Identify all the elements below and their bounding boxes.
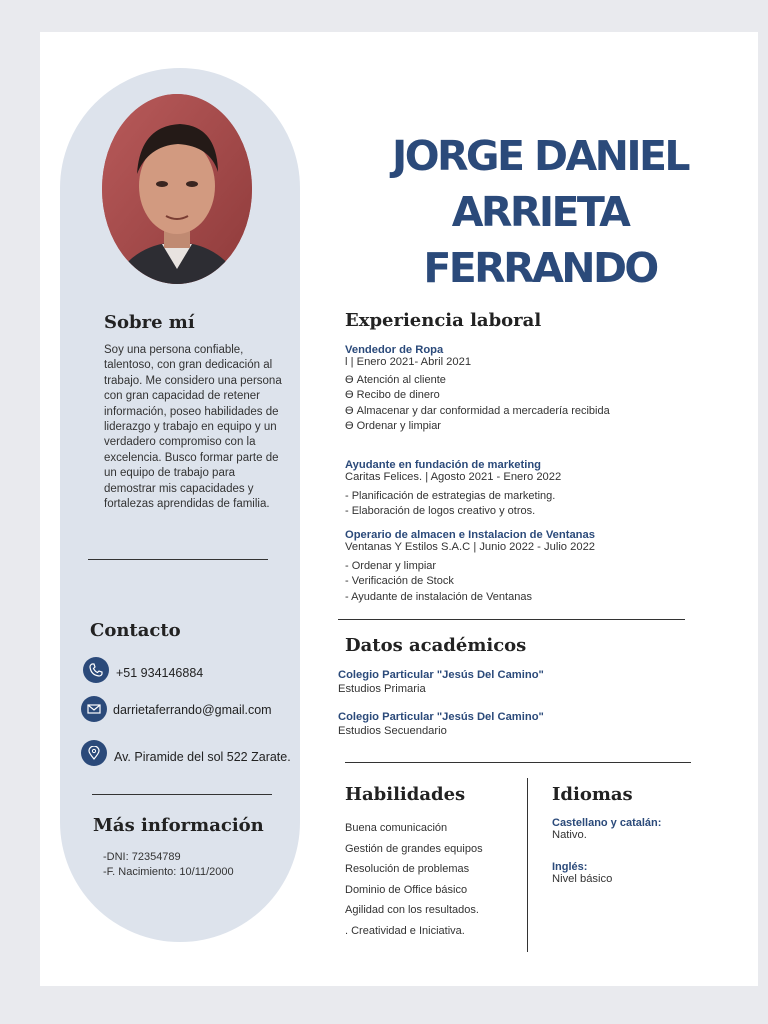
divider — [338, 619, 685, 620]
language-entry — [552, 861, 732, 885]
job-bullet: ϴ Recibo de dinero — [345, 389, 440, 402]
academic-entry — [338, 669, 698, 695]
mail-icon — [81, 696, 107, 722]
languages-heading: Idiomas — [552, 784, 633, 805]
full-name-heading: JORGE DANIEL ARRIETA FERRANDO — [392, 132, 688, 292]
job-subtitle: Caritas Felices. | Agosto 2021 - Enero 2022 — [345, 471, 562, 483]
experience-heading: Experiencia laboral — [345, 310, 542, 331]
phone-number: +51 934146884 — [116, 666, 204, 680]
divider — [92, 794, 272, 795]
birth-date-text: -F. Nacimiento: 10/11/2000 — [103, 866, 234, 878]
study-level: Estudios Secuendario — [338, 725, 447, 737]
language-entry — [552, 817, 732, 841]
divider — [88, 559, 268, 560]
school-name: Colegio Particular "Jesús Del Camino" — [338, 669, 544, 681]
job-entry — [345, 459, 725, 520]
study-level: Estudios Primaria — [338, 683, 426, 695]
more-info-heading: Más información — [93, 815, 264, 836]
language-level: Nativo. — [552, 829, 587, 841]
dni-text: -DNI: 72354789 — [103, 851, 181, 863]
job-title: Vendedor de Ropa — [345, 344, 444, 356]
job-bullet: - Elaboración de logos creativo y otros. — [345, 505, 536, 518]
divider — [345, 762, 691, 763]
contact-heading: Contacto — [90, 620, 181, 641]
job-bullet: - Verificación de Stock — [345, 575, 454, 588]
job-bullet: - Ordenar y limpiar — [345, 560, 437, 572]
address-text: Av. Piramide del sol 522 Zarate. — [114, 750, 291, 764]
skill-item: Resolución de problemas — [345, 863, 470, 875]
about-text: Soy una persona confiable, talentoso, con gran dedicación al trabajo. Me considero una persona con gran capacidad de retener información, poseo habilidades de liderazgo y trabajo en equipo y un verdadero compromiso con la excelencia. Busco formar parte de un equipo de trabajo para demostrar mis capacidades y fortalezas aprendidas de familia. — [104, 344, 282, 511]
vertical-divider — [527, 778, 528, 952]
academic-heading: Datos académicos — [345, 635, 527, 656]
job-bullet: ϴ Almacenar y dar conformidad a mercadería recibida — [345, 404, 610, 417]
job-bullet: - Planificación de estrategias de marketing. — [345, 490, 556, 502]
job-title: Operario de almacen e Instalacion de Ventanas — [345, 529, 595, 541]
phone-icon — [83, 657, 109, 683]
skill-item: Gestión de grandes equipos — [345, 842, 483, 855]
language-level: Nivel básico — [552, 873, 613, 885]
job-entry — [345, 344, 725, 434]
skill-item: . Creatividad e Iniciativa. — [345, 924, 465, 937]
email-address: darrietaferrando@gmail.com — [113, 703, 272, 717]
job-subtitle: Ventanas Y Estilos S.A.C | Junio 2022 - Julio 2022 — [345, 541, 596, 553]
job-entry — [345, 529, 725, 605]
skill-item: Buena comunicación — [345, 822, 448, 834]
skills-list — [345, 818, 483, 941]
academic-entry — [338, 711, 698, 737]
job-subtitle: l | Enero 2021- Abril 2021 — [345, 356, 472, 368]
profile-photo — [102, 94, 252, 284]
job-bullet: - Ayudante de instalación de Ventanas — [345, 590, 532, 603]
skills-heading: Habilidades — [345, 784, 466, 805]
job-title: Ayudante en fundación de marketing — [345, 459, 542, 471]
location-pin-icon — [81, 740, 107, 766]
school-name: Colegio Particular "Jesús Del Camino" — [338, 711, 544, 723]
job-bullet: ϴ Ordenar y limpiar — [345, 419, 441, 432]
language-name: Inglés: — [552, 861, 588, 873]
skill-item: Agilidad con los resultados. — [345, 904, 479, 916]
about-heading: Sobre mí — [104, 312, 195, 333]
job-bullet: ϴ Atención al cliente — [345, 374, 446, 386]
language-name: Castellano y catalán: — [552, 817, 662, 829]
skill-item: Dominio de Office básico — [345, 883, 468, 896]
resume-page — [40, 32, 758, 986]
